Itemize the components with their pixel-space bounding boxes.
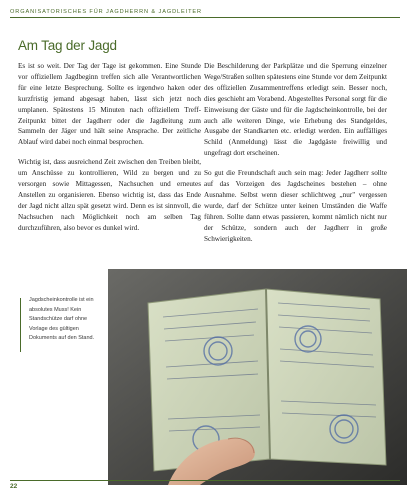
right-column xyxy=(204,61,387,254)
section-heading: Am Tag der Jagd xyxy=(18,38,117,53)
left-column xyxy=(18,61,201,243)
hunting-license-photo xyxy=(108,269,407,485)
page-number: 22 xyxy=(10,480,400,490)
right-paragraph-2: So gut die Freundschaft auch sein mag: Jeder Jagdherr sollte auf das Vorzeigen des Jagdscheines bestehen – ohne Ausnahme. Selbst wenn dieser schlichtweg „nur" vergessen wurde, darf der Schütze unter keinen Umständen die Waffe führen. Sollte dann etwas passieren, kommt nämlich nicht nur der Schütze, sondern auch der Jagdherr in große Schwierigkeiten. xyxy=(204,169,387,243)
left-paragraph-1: Es ist so weit. Der Tag der Tage ist gekommen. Eine Stunde vor offiziellem Jagdbeginn treffen sich alle Verantwortlichen für eine letzte Besprechung. Sollte es irgendwo haken oder kurzfristig jemand abgesagt haben, lässt sich jetzt noch umplanen. Spätestens 15 Minuten nach offiziellem Treff-Zeitpunkt bittet der Jagdherr oder die Jagdleitung zum Sammeln der Jäger und hält seine Ansprache. Der zeitliche Ablauf wird dabei noch einmal besprochen. xyxy=(18,62,201,147)
right-paragraph-1: Die Beschilderung der Parkplätze und die Sperrung einzelner Wege/Straßen sollten spätestens eine Stunde vor dem Zeitpunkt des offiziellen Zusammentreffens erledigt sein. Besser noch, dies geschieht am Vorabend. Abgestelltes Personal sorgt für die Einweisung der Gäste und für die Jagdscheinkontrolle, bei der auch alle weiteren Dinge, wie Erhebung des Standgeldes, Ausgabe der Standkarten etc. erledigt werden. Ein auffälliges Schild (Anmeldung) lässt die Jagdgäste freiwillig und ungefragt dort erscheinen. xyxy=(204,62,387,158)
left-paragraph-2: Wichtig ist, dass ausreichend Zeit zwischen den Treiben bleibt, um Anschüsse zu kontrollieren, Wild zu bergen und zu versorgen sowie Mittagessen, Nachsuchen und erneutes Anstellen zu organisieren. Ebenso wichtig ist, dass das Ende der Jagd nicht allzu spät gesetzt wird. Denn es ist sinnvoll, die Nachsuchen nach Möglichkeit noch am selben Tag durchzuführen, also bevor es dunkel wird. xyxy=(18,158,201,232)
running-head: ORGANISATORISCHES FÜR JAGDHERRN & JAGDLEITER xyxy=(10,9,400,18)
photo-caption: Jagdscheinkontrolle ist ein absolutes Muss! Kein Standschütze darf ohne Vorlage des gültigen Dokuments auf den Stand. xyxy=(29,296,104,344)
license-illustration xyxy=(108,269,407,485)
